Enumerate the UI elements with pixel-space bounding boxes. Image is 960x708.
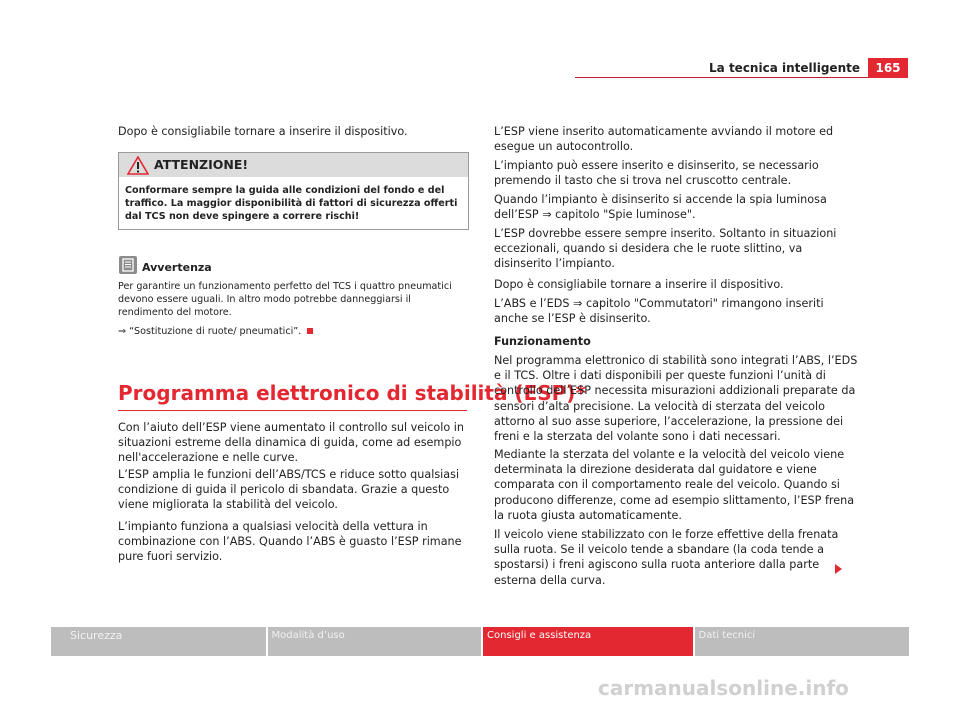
- tab-consigli-assistenza[interactable]: Consigli e assistenza: [483, 627, 693, 656]
- note-body: Per garantire un funzionamento perfetto del TCS i quattro pneumatici devono essere uguali. In altro modo potrebbe danneggiarsi il rendimento del motore.: [118, 281, 452, 318]
- continue-arrow-icon: [835, 564, 842, 574]
- end-marker-icon: [307, 328, 313, 334]
- page-number: 165: [868, 58, 908, 78]
- warning-title: ATTENZIONE!: [154, 157, 249, 172]
- right-paragraph-3: Quando l’impianto è disinserito si accende la spia luminosa dell’ESP ⇒ capitolo "Spie luminose".: [494, 193, 827, 222]
- right-paragraph-8: Mediante la sterzata del volante e la velocità del veicolo viene determinata la direzione desiderata dal guidatore e viene comparata con il comportamento reale del veicolo. Quando si producono differenze, come ad esempio slittamento, l’ESP frena la ruota giusta automaticamente.: [494, 448, 855, 522]
- right-paragraph-2: L’impianto può essere inserito e disinserito, se necessario premendo il tasto che si trova nel cruscotto centrale.: [494, 159, 819, 188]
- footer-nav: [51, 627, 909, 656]
- right-paragraph-5: Dopo è consigliabile tornare a inserire il dispositivo.: [494, 278, 784, 291]
- note-reference-link[interactable]: ⇒ “Sostituzione di ruote/ pneumatici”.: [118, 326, 302, 337]
- left-paragraph-3: L’impianto funziona a qualsiasi velocità della vettura in combinazione con l’ABS. Quando l’ABS è guasto l’ESP rimane pure fuori servizio.: [118, 520, 462, 564]
- left-intro-text: Dopo è consigliabile tornare a inserire il dispositivo.: [118, 125, 408, 138]
- section-title: Programma elettronico di stabilità (ESP)*: [118, 381, 586, 405]
- running-header-title: La tecnica intelligente: [709, 61, 860, 75]
- watermark: carmanualsonline.info: [598, 676, 849, 700]
- right-paragraph-4: L’ESP dovrebbe essere sempre inserito. Soltanto in situazioni eccezionali, quando si desidera che le ruote slittino, va disinserito l’impianto.: [494, 227, 837, 271]
- right-paragraph-1: L’ESP viene inserito automaticamente avviando il motore ed esegue un autocontrollo.: [494, 125, 834, 154]
- right-paragraph-7: Nel programma elettronico di stabilità sono integrati l’ABS, l’EDS e il TCS. Oltre i dati disponibili per queste funzioni l’unità di controllo dell’ESP necessita misurazioni addizionali preparate da sensori d’alta precisione. La velocità di sterzata del veicolo attorno al suo asse superiore, l’accelerazione, la pressione dei freni e la sterzata del volante sono i dati necessari.: [494, 354, 858, 444]
- subheading-funzionamento: Funzionamento: [494, 335, 591, 348]
- note-title: Avvertenza: [142, 261, 212, 274]
- warning-triangle-icon: [127, 156, 149, 175]
- left-paragraph-2: L’ESP amplia le funzioni dell’ABS/TCS e riduce sotto qualsiasi condizione di guida il pericolo di sbandata. Grazie a questo viene migliorata la stabilità del veicolo.: [118, 468, 460, 512]
- left-paragraph-1: Con l’aiuto dell’ESP viene aumentato il controllo sul veicolo in situazioni estreme della dinamica di guida, come ad esempio nell'accelerazione e nelle curve.: [118, 421, 464, 465]
- tab-dati-tecnici[interactable]: Dati tecnici: [695, 627, 909, 656]
- note-icon: [119, 256, 137, 274]
- tab-sicurezza[interactable]: Sicurezza: [51, 627, 266, 656]
- note-reference: [118, 326, 313, 337]
- warning-box: [118, 152, 469, 230]
- warning-body: Conformare sempre la guida alle condizioni del fondo e del traffico. La maggior disponibilità di fattori di sicurezza offerti dal TCS non deve spingere a correre rischi!: [125, 185, 458, 223]
- section-rule: [118, 410, 467, 411]
- right-paragraph-6: L’ABS e l’EDS ⇒ capitolo "Commutatori" rimangono inseriti anche se l’ESP è disinserito.: [494, 297, 824, 326]
- warning-header: [119, 153, 468, 177]
- right-paragraph-9: Il veicolo viene stabilizzato con le forze effettive della frenata sulla ruota. Se il veicolo tende a sbandare (la coda tende a spostarsi) i freni agiscono sulla ruota anteriore dalla parte esterna della curva.: [494, 528, 839, 587]
- tab-modalita-uso[interactable]: Modalità d’uso: [268, 627, 481, 656]
- header-rule: [575, 77, 869, 78]
